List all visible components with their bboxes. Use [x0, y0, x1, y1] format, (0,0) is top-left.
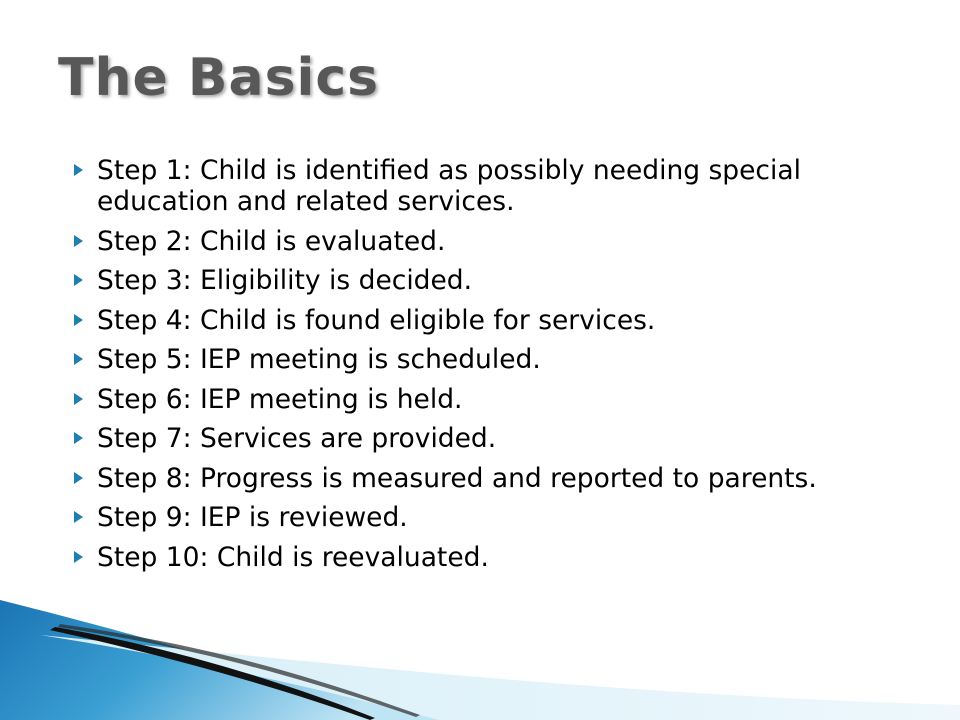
triangle-bullet-icon	[74, 432, 83, 444]
triangle-bullet-icon	[74, 472, 83, 484]
list-item	[72, 463, 872, 494]
list-item	[72, 155, 872, 217]
bullet-text: Step 1: Child is identified as possibly needing special education and related services.	[97, 155, 801, 217]
bullet-text: Step 5: IEP meeting is scheduled.	[97, 344, 541, 375]
triangle-bullet-icon	[74, 393, 83, 405]
triangle-bullet-icon	[74, 314, 83, 326]
slide-title: The Basics	[58, 48, 380, 108]
list-item	[72, 265, 872, 296]
bullet-text: Step 6: IEP meeting is held.	[97, 383, 463, 415]
triangle-bullet-icon	[74, 353, 83, 365]
bullet-text: Step 10: Child is reevaluated.	[97, 541, 489, 573]
bullet-text: Step 7: Services are provided.	[97, 423, 497, 454]
bullet-text: Step 4: Child is found eligible for services.	[97, 304, 656, 336]
list-item	[72, 542, 872, 573]
triangle-bullet-icon	[74, 274, 83, 286]
bullet-text: Step 9: IEP is reviewed.	[97, 502, 408, 533]
list-item	[72, 423, 872, 454]
bullet-text: Step 2: Child is evaluated.	[97, 225, 446, 257]
list-item	[72, 344, 872, 375]
list-item	[72, 226, 872, 257]
list-item	[72, 502, 872, 533]
decorative-wave	[0, 600, 960, 720]
triangle-bullet-icon	[74, 235, 83, 247]
list-item	[72, 384, 872, 415]
triangle-bullet-icon	[74, 551, 83, 563]
triangle-bullet-icon	[74, 164, 83, 176]
list-item	[72, 305, 872, 336]
bullet-list	[72, 155, 872, 581]
triangle-bullet-icon	[74, 511, 83, 523]
bullet-text: Step 8: Progress is measured and reported to parents.	[97, 462, 817, 494]
bullet-text: Step 3: Eligibility is decided.	[97, 265, 473, 296]
